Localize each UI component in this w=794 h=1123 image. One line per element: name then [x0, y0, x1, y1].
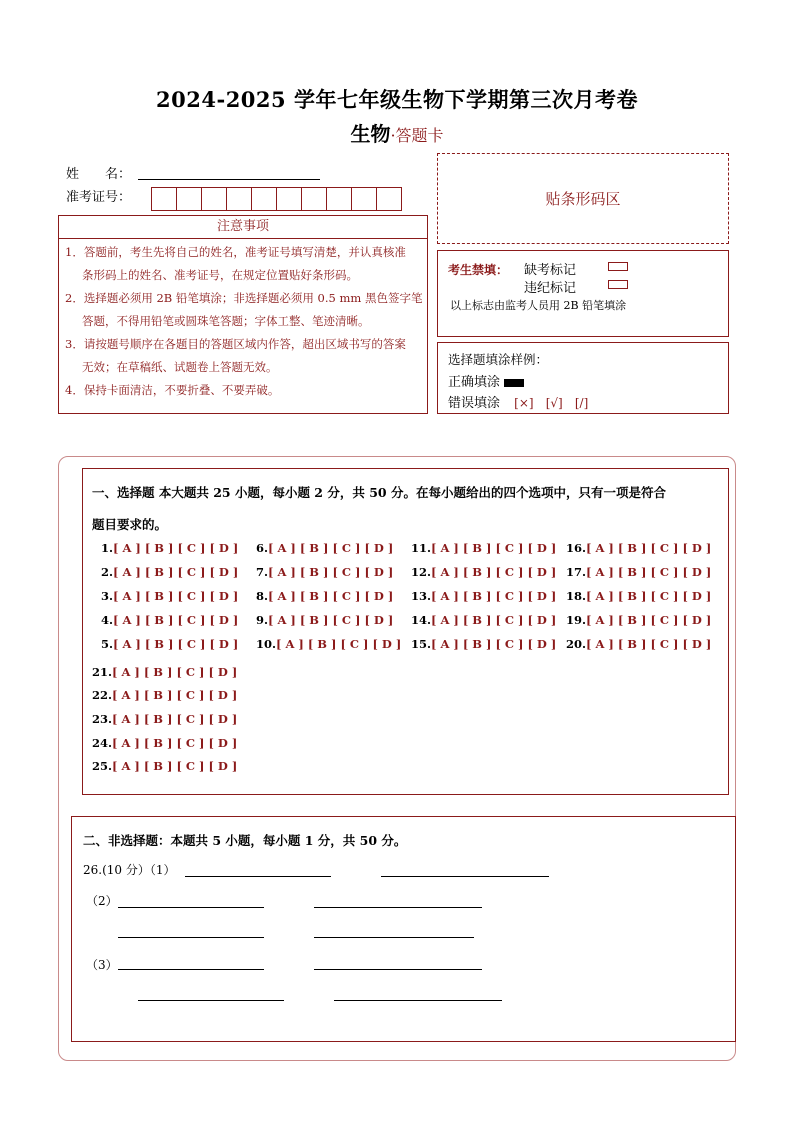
id-label: 准考证号： — [66, 190, 132, 205]
notice-line: 答题，不得用铅笔或圆珠笔答题；字体工整、笔迹清晰。 — [82, 314, 370, 328]
answer-options[interactable]: [ A ] [ B ] [ C ] [ D ] — [586, 589, 712, 603]
forbidden-note: 以上标志由监考人员用 2B 铅笔填涂 — [450, 299, 627, 312]
question-number: 20. — [566, 637, 587, 651]
answer-blank[interactable] — [118, 969, 264, 970]
answer-blank[interactable] — [314, 907, 482, 908]
question-number: 3. — [101, 589, 114, 603]
answer-options[interactable]: [ A ] [ B ] [ C ] [ D ] — [276, 637, 402, 651]
answer-options[interactable]: [ A ] [ B ] [ C ] [ D ] — [113, 589, 239, 603]
barcode-label: 贴条形码区 — [545, 190, 621, 208]
question-number: 16. — [566, 541, 587, 555]
question-7[interactable] — [256, 565, 393, 579]
choice-section — [82, 468, 729, 795]
answer-options[interactable]: [ A ] [ B ] [ C ] [ D ] — [431, 565, 557, 579]
answer-blank[interactable] — [314, 937, 474, 938]
id-digit-box[interactable] — [352, 188, 377, 210]
violation-label: 违纪标记 — [524, 281, 577, 296]
answer-options[interactable]: [ A ] [ B ] [ C ] [ D ] — [268, 613, 394, 627]
question-19[interactable] — [566, 613, 711, 627]
forbidden-label: 考生禁填： — [448, 263, 509, 277]
answer-options[interactable]: [ A ] [ B ] [ C ] [ D ] — [586, 541, 712, 555]
question-number: 6. — [256, 541, 269, 555]
nonchoice-section — [71, 816, 736, 1042]
violation-mark-box[interactable] — [608, 280, 628, 289]
answer-options[interactable]: [ A ] [ B ] [ C ] [ D ] — [586, 565, 712, 579]
answer-options[interactable]: [ A ] [ B ] [ C ] [ D ] — [268, 565, 394, 579]
page-subtitle — [0, 118, 794, 147]
nonchoice-section-title: 二、非选择题：本题共 5 小题，每小题 1 分，共 50 分。 — [83, 833, 407, 848]
question-number: 10. — [256, 637, 277, 651]
answer-blank[interactable] — [185, 876, 331, 877]
id-digit-box[interactable] — [227, 188, 252, 210]
answer-options[interactable]: [ A ] [ B ] [ C ] [ D ] — [112, 736, 238, 750]
question-14[interactable] — [411, 613, 556, 627]
question-number: 8. — [256, 589, 269, 603]
question-9[interactable] — [256, 613, 393, 627]
notice-box — [58, 215, 428, 414]
question-6[interactable] — [256, 541, 393, 555]
question-number: 13. — [411, 589, 432, 603]
wrong-sample — [448, 392, 588, 411]
answer-options[interactable]: [ A ] [ B ] [ C ] [ D ] — [113, 613, 239, 627]
id-digit-box[interactable] — [252, 188, 277, 210]
question-8[interactable] — [256, 589, 393, 603]
id-digit-box[interactable] — [152, 188, 177, 210]
answer-options[interactable]: [ A ] [ B ] [ C ] [ D ] — [268, 589, 394, 603]
question-15[interactable] — [411, 637, 556, 651]
part2-label: （2） — [86, 894, 118, 908]
subject-label: 生物 — [350, 122, 391, 146]
notice-line: 条形码上的姓名、准考证号，在规定位置贴好条形码。 — [82, 268, 358, 282]
question-number: 5. — [101, 637, 114, 651]
question-25[interactable] — [92, 759, 237, 773]
question-number: 9. — [256, 613, 269, 627]
question-number: 18. — [566, 589, 587, 603]
question-number: 4. — [101, 613, 114, 627]
answer-blank[interactable] — [334, 1000, 502, 1001]
question-17[interactable] — [566, 565, 711, 579]
answer-blank[interactable] — [118, 907, 264, 908]
wrong-label: 错误填涂 — [448, 396, 501, 411]
q26-label: 26.(10 分）（1） — [83, 863, 176, 877]
filled-mark-icon — [504, 379, 524, 387]
id-digit-box[interactable] — [202, 188, 227, 210]
notice-line: 3．请按题号顺序在各题目的答题区域内作答，超出区域书写的答案 — [65, 337, 406, 351]
part3-label: （3） — [86, 958, 118, 972]
question-23[interactable] — [92, 712, 237, 726]
answer-options[interactable]: [ A ] [ B ] [ C ] [ D ] — [586, 637, 712, 651]
question-12[interactable] — [411, 565, 556, 579]
absent-label: 缺考标记 — [524, 263, 577, 278]
id-number-boxes[interactable] — [151, 187, 402, 211]
sample-box — [437, 342, 729, 414]
id-digit-box[interactable] — [177, 188, 202, 210]
answer-options[interactable]: [ A ] [ B ] [ C ] [ D ] — [112, 688, 238, 702]
answer-blank[interactable] — [118, 937, 264, 938]
notice-item — [59, 287, 427, 333]
question-2[interactable] — [101, 565, 238, 579]
answer-options[interactable]: [ A ] [ B ] [ C ] [ D ] — [112, 665, 238, 679]
answer-options[interactable]: [ A ] [ B ] [ C ] [ D ] — [113, 541, 239, 555]
sample-label: 选择题填涂样例： — [448, 352, 549, 367]
question-number: 25. — [92, 759, 113, 773]
id-digit-box[interactable] — [277, 188, 302, 210]
absent-mark-box[interactable] — [608, 262, 628, 271]
answer-options[interactable]: [ A ] [ B ] [ C ] [ D ] — [431, 589, 557, 603]
question-number: 1. — [101, 541, 114, 555]
notice-item — [59, 379, 427, 402]
page-title: 2024-2025 学年七年级生物下学期第三次月考卷 — [156, 87, 638, 112]
answer-options[interactable]: [ A ] [ B ] [ C ] [ D ] — [112, 759, 238, 773]
notice-heading: 注意事项 — [59, 216, 427, 239]
id-digit-box[interactable] — [327, 188, 352, 210]
notice-line: 4．保持卡面清洁，不要折叠、不要弄破。 — [65, 383, 280, 397]
forbidden-box — [437, 250, 729, 337]
id-digit-box[interactable] — [377, 188, 401, 210]
notice-line: 2．选择题必须用 2B 铅笔填涂；非选择题必须用 0.5 mm 黑色签字笔 — [65, 291, 423, 305]
question-number: 11. — [411, 541, 432, 555]
question-4[interactable] — [101, 613, 238, 627]
notice-item — [59, 333, 427, 379]
notice-line: 无效；在草稿纸、试题卷上答题无效。 — [82, 360, 278, 374]
answer-options[interactable]: [ A ] [ B ] [ C ] [ D ] — [112, 712, 238, 726]
answer-blank[interactable] — [314, 969, 482, 970]
barcode-area — [437, 153, 729, 244]
question-number: 14. — [411, 613, 432, 627]
question-11[interactable] — [411, 541, 556, 555]
question-10[interactable] — [256, 637, 401, 651]
question-number: 12. — [411, 565, 432, 579]
question-13[interactable] — [411, 589, 556, 603]
wrong-mark: [√] — [545, 396, 563, 410]
correct-sample — [448, 371, 524, 390]
question-5[interactable] — [101, 637, 238, 651]
question-number: 21. — [92, 665, 113, 679]
wrong-mark: [/] — [574, 396, 589, 410]
question-number: 24. — [92, 736, 113, 750]
answer-options[interactable]: [ A ] [ B ] [ C ] [ D ] — [431, 637, 557, 651]
answer-options[interactable]: [ A ] [ B ] [ C ] [ D ] — [113, 565, 239, 579]
answer-options[interactable]: [ A ] [ B ] [ C ] [ D ] — [586, 613, 712, 627]
question-number: 15. — [411, 637, 432, 651]
question-20[interactable] — [566, 637, 711, 651]
question-number: 22. — [92, 688, 113, 702]
question-number: 23. — [92, 712, 113, 726]
question-22[interactable] — [92, 688, 237, 702]
question-number: 2. — [101, 565, 114, 579]
name-field[interactable] — [138, 179, 320, 180]
wrong-mark: [×] — [514, 396, 534, 410]
answer-blank[interactable] — [381, 876, 549, 877]
id-digit-box[interactable] — [302, 188, 327, 210]
correct-label: 正确填涂 — [448, 375, 501, 390]
question-18[interactable] — [566, 589, 711, 603]
notice-line: 1．答题前，考生先将自己的姓名，准考证号填写清楚，并认真核准 — [65, 245, 406, 259]
notice-item — [59, 241, 427, 287]
question-number: 7. — [256, 565, 269, 579]
answer-options[interactable]: [ A ] [ B ] [ C ] [ D ] — [431, 541, 557, 555]
question-number: 17. — [566, 565, 587, 579]
name-label: 姓 名： — [66, 167, 132, 182]
choice-section-title: 一、选择题 本大题共 25 小题，每小题 2 分，共 50 分。在每小题给出的四个选项中，只有一项是符合 — [92, 485, 666, 500]
question-16[interactable] — [566, 541, 711, 555]
answer-options[interactable]: [ A ] [ B ] [ C ] [ D ] — [113, 637, 239, 651]
card-label: ·答题卡 — [390, 126, 444, 145]
question-number: 19. — [566, 613, 587, 627]
answer-blank[interactable] — [138, 1000, 284, 1001]
question-21[interactable] — [92, 665, 237, 679]
question-1[interactable] — [101, 541, 238, 555]
question-24[interactable] — [92, 736, 237, 750]
question-3[interactable] — [101, 589, 238, 603]
answer-options[interactable]: [ A ] [ B ] [ C ] [ D ] — [268, 541, 394, 555]
choice-section-title-cont: 题目要求的。 — [92, 517, 168, 532]
answer-options[interactable]: [ A ] [ B ] [ C ] [ D ] — [431, 613, 557, 627]
